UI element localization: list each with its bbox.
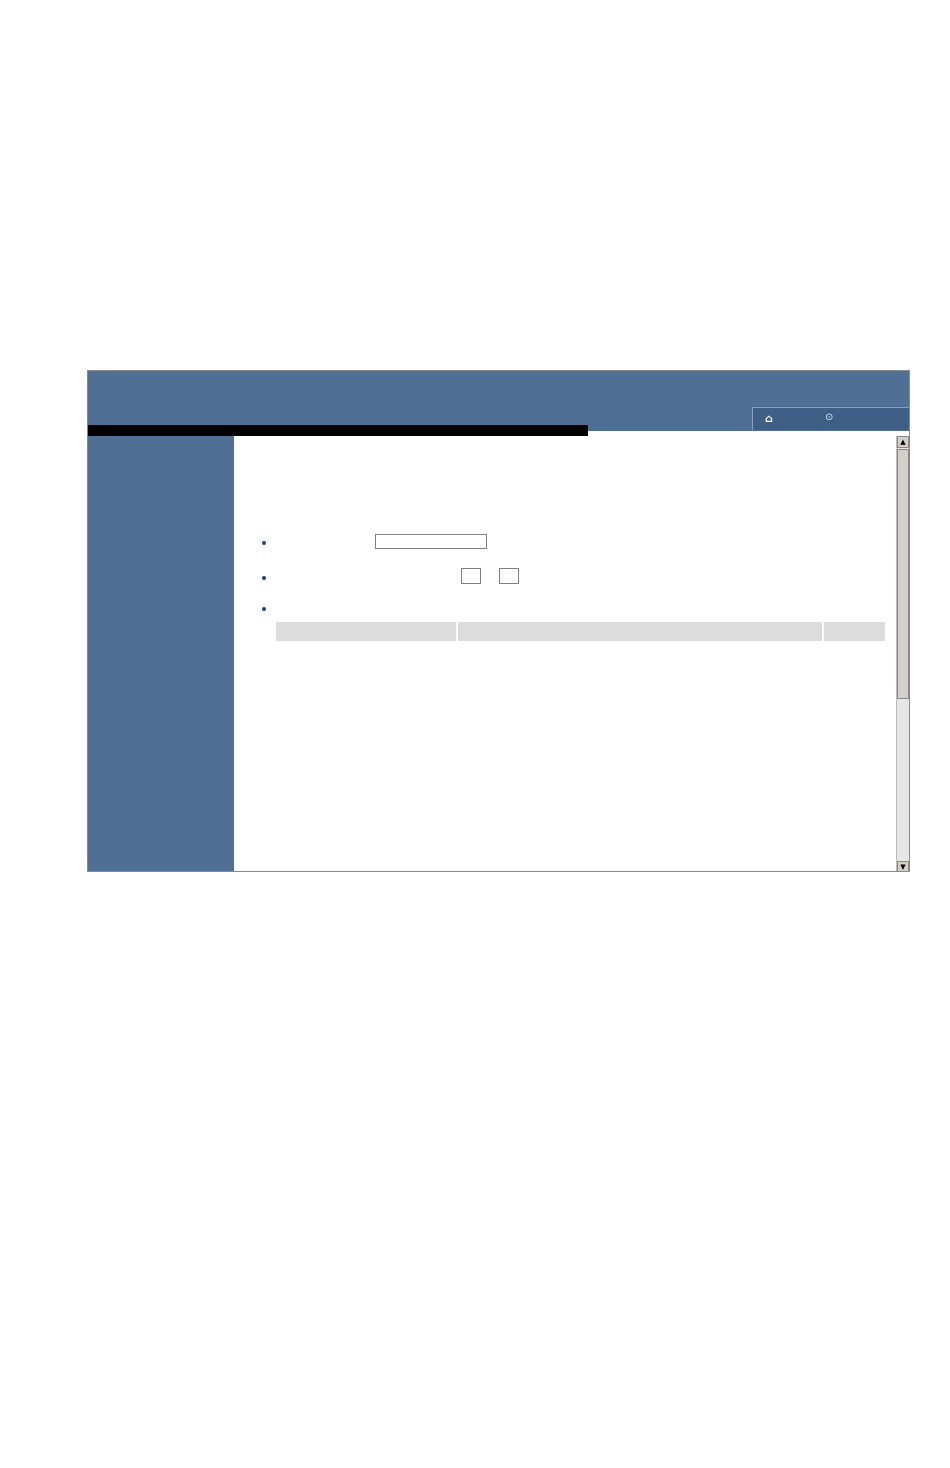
router-admin-window	[87, 370, 910, 872]
client-ip-start-input[interactable]	[461, 568, 481, 584]
bullet-icon	[262, 541, 266, 545]
main-content	[234, 436, 896, 872]
home-link[interactable]	[765, 412, 773, 425]
rule-description-row	[262, 538, 273, 549]
client-ip-row	[262, 573, 273, 584]
home-icon: ⌂	[765, 412, 773, 425]
client-service-row	[262, 604, 273, 615]
bullet-icon	[262, 576, 266, 580]
logout-icon: ⊙	[825, 412, 834, 423]
logout-link[interactable]	[825, 412, 833, 423]
sidebar	[88, 436, 234, 872]
service-table	[276, 622, 887, 642]
scroll-up-arrow-icon[interactable]: ▲	[897, 436, 909, 448]
header-banner	[88, 371, 909, 431]
table-header-row	[276, 622, 887, 642]
column-header	[824, 622, 887, 642]
scroll-down-arrow-icon[interactable]: ▼	[897, 861, 909, 872]
column-header	[276, 622, 458, 642]
header-nav	[752, 407, 909, 430]
vertical-scrollbar[interactable]	[896, 436, 909, 872]
column-header	[458, 622, 823, 642]
client-ip-end-input[interactable]	[499, 568, 519, 584]
rule-description-input[interactable]	[375, 534, 487, 549]
header-divider-bar	[88, 425, 588, 436]
scroll-thumb[interactable]	[897, 449, 909, 699]
bullet-icon	[262, 607, 266, 611]
